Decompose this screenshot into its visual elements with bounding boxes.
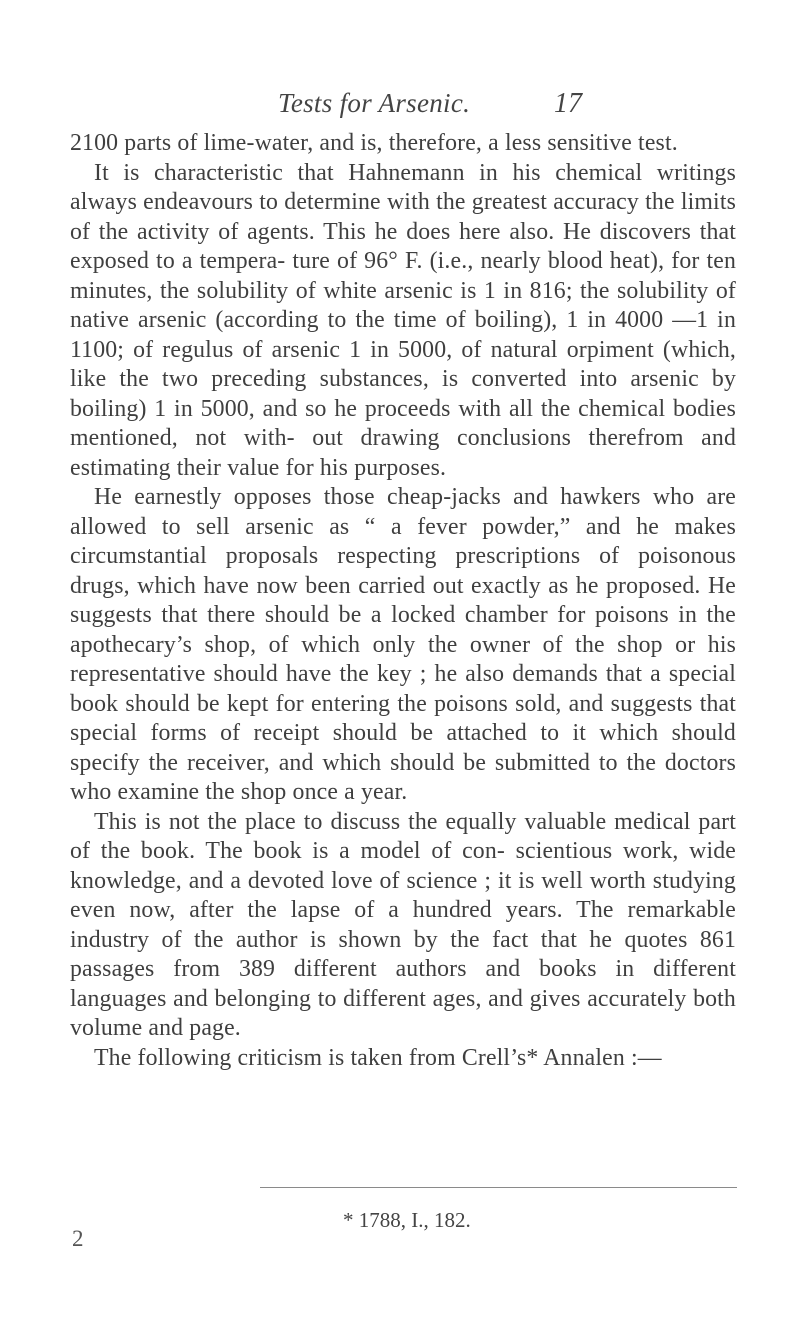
page-number: 17: [554, 88, 582, 119]
footnote-rule: [260, 1187, 737, 1188]
paragraph-continuation: 2100 parts of lime-water, and is, therefore, a less sensitive test.: [70, 130, 678, 156]
body-text: [70, 129, 736, 1073]
paragraph-book-assessment: This is not the place to discuss the equally valuable medical part of the book. The book is a model of con- scientious work, wide knowledge, and a devoted love of science ; it is well worth studying even now, after the lapse of a hundred years. The remarkable industry of the author is shown by the fact that he quotes 861 passages from 389 different authors and books in different languages and belonging to different ages, and gives accurately both volume and page.: [70, 808, 736, 1041]
paragraph-poison-regulation: He earnestly opposes those cheap-jacks and hawkers who are allowed to sell arsenic as “ a fever powder,” and he makes circumstantial proposals respecting prescriptions of poisonous drugs, which have now been carried out exactly as he proposed. He suggests that there should be a locked chamber for poisons in the apothecary’s shop, of which only the owner of the shop or his representative should have the key ; he also demands that a special book should be kept for entering the poisons sold, and suggests that special forms of receipt should be attached to it which should specify the receiver, and which should be submitted to the doctors who examine the shop once a year.: [70, 484, 736, 805]
running-title: Tests for Arsenic.: [278, 88, 471, 118]
footnote: * 1788, I., 182.: [343, 1208, 471, 1232]
signature-mark: 2: [72, 1226, 84, 1251]
paragraph-crell-citation: The following criticism is taken from Crell’s* Annalen :—: [94, 1044, 662, 1071]
paragraph-solubility: It is characteristic that Hahnemann in his chemical writings always endeavours to determine with the greatest accuracy the limits of the activity of agents. This he does here also. He discovers that exposed to a tempera- ture of 96° F. (i.e., nearly blood heat), for ten minutes, the solubility of white arsenic is 1 in 816; the solubility of native arsenic (according to the time of boiling), 1 in 4000 —1 in 1100; of regulus of arsenic 1 in 5000, of natural orpiment (which, like the two preceding substances, is converted into arsenic by boiling) 1 in 5000, and so he proceeds with all the chemical bodies mentioned, not with- out drawing conclusions therefrom and estimating their value for his purposes.: [70, 159, 736, 481]
page-header: [0, 88, 800, 118]
